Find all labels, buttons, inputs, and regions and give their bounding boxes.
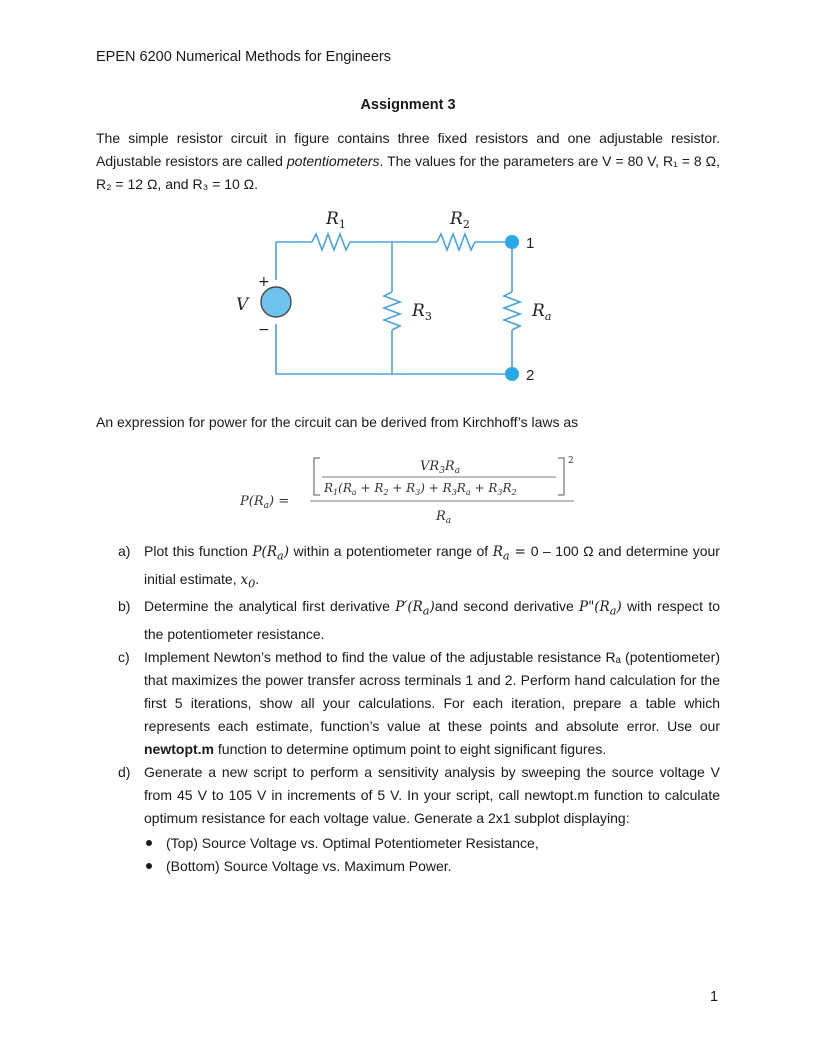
item-text: Generate a new script to perform a sensitivity analysis by sweeping the source voltage V from 45 V to 105 V in increments of 5 V. In your script, call newtopt.m function to calculate optimum resistance for each voltage value. Generate a 2x1 subplot displaying: (144, 764, 720, 827)
bullet-dot-icon (146, 840, 152, 846)
r3-resistor (384, 292, 400, 330)
item-label: a) (118, 543, 131, 559)
subplot-bullets (118, 832, 720, 878)
item-text: Determine the analytical first derivative (144, 598, 396, 615)
circuit-wires (276, 234, 520, 374)
power-formula (240, 450, 580, 530)
label-r2: $R_2$ (450, 209, 470, 231)
math-expr: $P"(R_a)$ (579, 599, 622, 619)
terminal-1-label: 1 (526, 235, 535, 252)
formula-numerator: $VR_3R_a$ (420, 459, 461, 476)
intro-text-rest: . The values for the parameters are V = 80 V, R₁ = 8 Ω, R₂ = 12 Ω, and R₃ = 10 Ω. (96, 153, 720, 192)
assignment-title: Assignment 3 (360, 97, 456, 113)
item-text: and second derivative (434, 598, 579, 615)
math-expr: $R_a$ = (492, 544, 531, 563)
label-v: V (236, 295, 249, 315)
item-text: Implement Newton’s method to find the value of the adjustable resistance Rₐ (potentiometer) that maximizes the power transfer across terminals 1 and 2. Perform hand calculation for the first 5 iterations, show all your calculations. For each iteration, prepare a table which represents each estimate, function’s value at these points and absolute error. Use our (144, 649, 720, 735)
label-r3: $R_3$ (412, 301, 432, 323)
intro-paragraph (96, 127, 720, 196)
ra-resistor (504, 292, 520, 330)
formula-lhs: $P(R_a)$ = (240, 494, 290, 511)
item-label: b) (118, 598, 131, 615)
page-number: 1 (710, 989, 719, 1005)
r1-resistor (312, 234, 350, 250)
item-text: 0 – 100 Ω and determine your initial estimate, (144, 543, 720, 587)
voltage-source-icon (261, 287, 291, 317)
math-expr: $x_0$ (240, 571, 256, 591)
item-label: d) (118, 764, 131, 781)
item-text: within a potentiometer range of (288, 543, 493, 559)
item-text: function to determine optimum point to eight significant figures. (214, 741, 607, 758)
bullet-text: (Bottom) Source Voltage vs. Maximum Power. (166, 858, 452, 875)
item-text: . (255, 570, 260, 587)
bullet-item (118, 855, 720, 878)
item-label: c) (118, 649, 130, 666)
item-text: Plot this function (144, 543, 253, 559)
label-ra: $R_a$ (532, 301, 552, 323)
task-item-d (118, 761, 720, 830)
intro-text: The simple resistor circuit in figure contains three fixed resistors and one adjustable resistor. Adjustable resistors are called (96, 130, 720, 169)
terminal-2-label: 2 (526, 367, 535, 384)
task-item-c (118, 646, 720, 761)
bullet-item (118, 832, 720, 855)
r2-resistor (437, 234, 475, 250)
function-name: newtopt.m (144, 741, 214, 758)
math-expr: $P'(R_a)$ (395, 599, 435, 619)
item-text: with respect to the potentiometer resistance. (144, 598, 721, 643)
terminal-2-dot (505, 367, 519, 381)
bullet-dot-icon (146, 863, 152, 869)
resistor-circuit-diagram (222, 200, 562, 390)
label-minus: − (258, 322, 270, 338)
task-item-a (118, 540, 720, 595)
intro-italic-term: potentiometers (286, 153, 380, 169)
bullet-text: (Top) Source Voltage vs. Optimal Potentiometer Resistance, (166, 835, 539, 852)
formula-denominator: $R_a$ (436, 509, 452, 526)
power-expression-lead: An expression for power for the circuit can be derived from Kirchhoff’s laws as (96, 414, 579, 430)
math-expr: $P(R_a)$ (252, 544, 289, 563)
task-item-b (118, 595, 720, 646)
task-list (118, 540, 720, 878)
formula-exponent: 2 (568, 456, 574, 466)
terminal-1-dot (505, 235, 519, 249)
label-r1: $R_1$ (326, 209, 346, 231)
formula-inner-denominator: $R_1(R_a + R_2 + R_3) + R_3R_a + R_3R_2$ (324, 481, 517, 497)
label-plus: + (258, 274, 270, 290)
course-header: EPEN 6200 Numerical Methods for Engineers (96, 49, 391, 65)
